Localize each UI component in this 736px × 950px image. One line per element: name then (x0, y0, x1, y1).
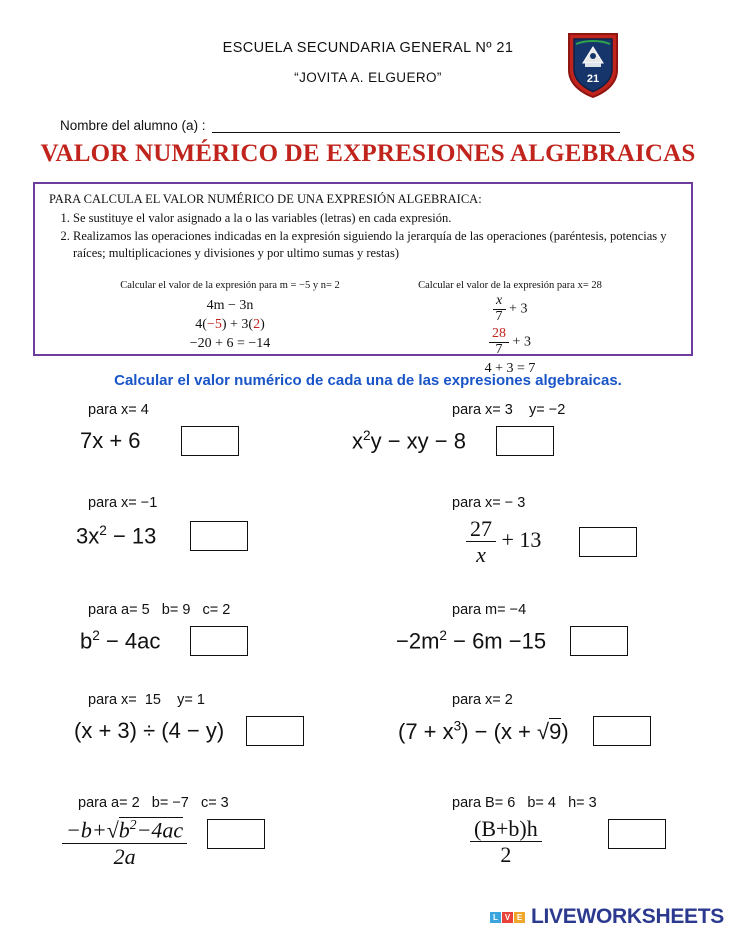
student-name-label: Nombre del alumno (a) : (60, 118, 206, 133)
exercise-9-answer-input[interactable] (207, 819, 265, 849)
example-left-line2 (95, 317, 365, 333)
student-name-row (60, 118, 620, 133)
example-left-line1: 4m − 3n (206, 298, 254, 313)
exercise-10 (452, 795, 666, 867)
exercise-10-answer-input[interactable] (608, 819, 666, 849)
exercise-9 (66, 795, 265, 869)
exercise-2-expression: $x^2y$ − xy − 8 (352, 427, 466, 454)
exercise-9-den: 2a (113, 843, 136, 869)
exercise-10-expression (470, 817, 542, 867)
school-name: ESCUELA SECUNDARIA GENERAL Nº 21 (222, 40, 514, 56)
exercise-4-params: para x= − 3 (452, 495, 526, 511)
exercise-5 (80, 602, 248, 656)
example-right-line3: 4 + 3 = 7 (484, 360, 536, 376)
ex-frac2-num: 28 (489, 327, 509, 343)
instruction-box (33, 182, 693, 376)
logo-squares (490, 912, 526, 923)
exercise-4-tail: + 13 (501, 526, 542, 552)
exercise-1-params: para x= 4 (88, 402, 149, 418)
exercise-1-expression: 7x + 6 (80, 428, 141, 453)
exercise-6-answer-input[interactable] (570, 626, 628, 656)
school-header (0, 40, 736, 85)
liveworksheets-logo[interactable] (490, 905, 724, 929)
example-left-caption: Calcular el valor de la expresión para m = −5 y n= 2 (120, 280, 340, 291)
exercise-1 (80, 402, 239, 456)
exercise-2-params: para x= 3 y= −2 (452, 402, 566, 418)
ex-frac1-den: 7 (495, 308, 503, 324)
logo-square-l: L (490, 912, 501, 923)
ex-l2-c: ) + 3( (221, 317, 254, 332)
exercise-5-expression: $b^2 - 4ac$ (80, 627, 161, 654)
exercise-3 (76, 495, 248, 551)
example-right-line2 (385, 327, 635, 357)
exercise-6 (396, 602, 628, 656)
instruction-steps (51, 210, 698, 263)
student-name-input[interactable] (212, 119, 620, 133)
instruction-box-heading: PARA CALCULA EL VALOR NUMÉRICO DE UNA EXPRESIÓN ALGEBRAICA: (49, 192, 482, 206)
crest-number: 21 (586, 73, 600, 85)
school-subtitle: “JOVITA A. ELGUERO” (294, 70, 442, 85)
exercise-9-num: $-b+√b^2-4ac$ (62, 817, 187, 844)
example-right (385, 280, 635, 377)
exercise-10-params: para B= 6 b= 4 h= 3 (452, 795, 597, 811)
exercise-1-answer-input[interactable] (181, 426, 239, 456)
exercise-9-params: para a= 2 b= −7 c= 3 (78, 795, 229, 811)
exercise-4-den: x (476, 542, 486, 568)
page-title: VALOR NUMÉRICO DE EXPRESIONES ALGEBRAICAS (40, 140, 696, 167)
exercise-4-num: 27 (466, 517, 496, 542)
exercise-3-expression: $3x^2 - 13$ (76, 522, 157, 549)
exercise-9-expression (62, 817, 187, 868)
exercise-7 (74, 692, 304, 746)
exercise-5-answer-input[interactable] (190, 626, 248, 656)
school-crest-icon (565, 30, 621, 100)
exercise-7-expression: (x + 3) ÷ (4 − y) (74, 718, 225, 743)
exercise-3-params: para x= −1 (88, 495, 158, 511)
logo-text: LIVEWORKSHEETS (531, 905, 724, 928)
ex-l2-a: 4( (195, 317, 207, 332)
instruction-step: 1. Se sustituye el valor asignado a la o las variables (letras) en cada expresión. (73, 210, 698, 227)
ex-l2-e: ) (260, 317, 265, 332)
exercise-4-expression (466, 517, 541, 567)
exercise-2-answer-input[interactable] (496, 426, 554, 456)
exercise-10-den: 2 (500, 842, 512, 868)
exercise-8 (398, 692, 651, 746)
exercise-2 (352, 402, 566, 456)
ex-l2-d: 2 (253, 317, 261, 332)
example-right-line1 (385, 294, 635, 324)
example-left-line3: −20 + 6 = −14 (189, 336, 271, 351)
exercise-7-answer-input[interactable] (246, 716, 304, 746)
ex-frac1-tail: + 3 (509, 301, 528, 317)
exercise-8-answer-input[interactable] (593, 716, 651, 746)
exercise-4-answer-input[interactable] (579, 527, 637, 557)
exercise-4 (452, 495, 637, 567)
main-instruction: Calcular el valor numérico de cada una de las expresiones algebraicas. (114, 372, 622, 389)
example-left (95, 280, 365, 352)
exercise-8-expression: $(7 + x^3) - (x + √9)$ (398, 718, 569, 744)
exercise-6-expression: $-2m^2 - 6m -15$ (396, 627, 547, 654)
logo-square-v: V (502, 912, 513, 923)
ex-frac2-den: 7 (495, 342, 503, 358)
exercise-7-params: para x= 15 y= 1 (88, 692, 205, 708)
exercise-8-params: para x= 2 (452, 692, 513, 708)
ex-l2-b: −5 (206, 317, 222, 332)
ex-frac2-tail: + 3 (512, 334, 531, 350)
ex-frac1-num: x (493, 294, 506, 310)
exercise-5-params: para a= 5 b= 9 c= 2 (88, 602, 231, 618)
example-right-caption: Calcular el valor de la expresión para x= 28 (418, 280, 602, 291)
logo-square-e: E (514, 912, 525, 923)
instruction-step: 2. Realizamos las operaciones indicadas en la expresión siguiendo la jerarquía de las operaciones (paréntesis, potencias y raíces; multiplicaciones y divisiones y por ultimo sumas y restas) (73, 228, 698, 262)
exercise-10-num: (B+b)h (470, 817, 542, 842)
exercise-3-answer-input[interactable] (190, 521, 248, 551)
exercise-6-params: para m= −4 (452, 602, 527, 618)
